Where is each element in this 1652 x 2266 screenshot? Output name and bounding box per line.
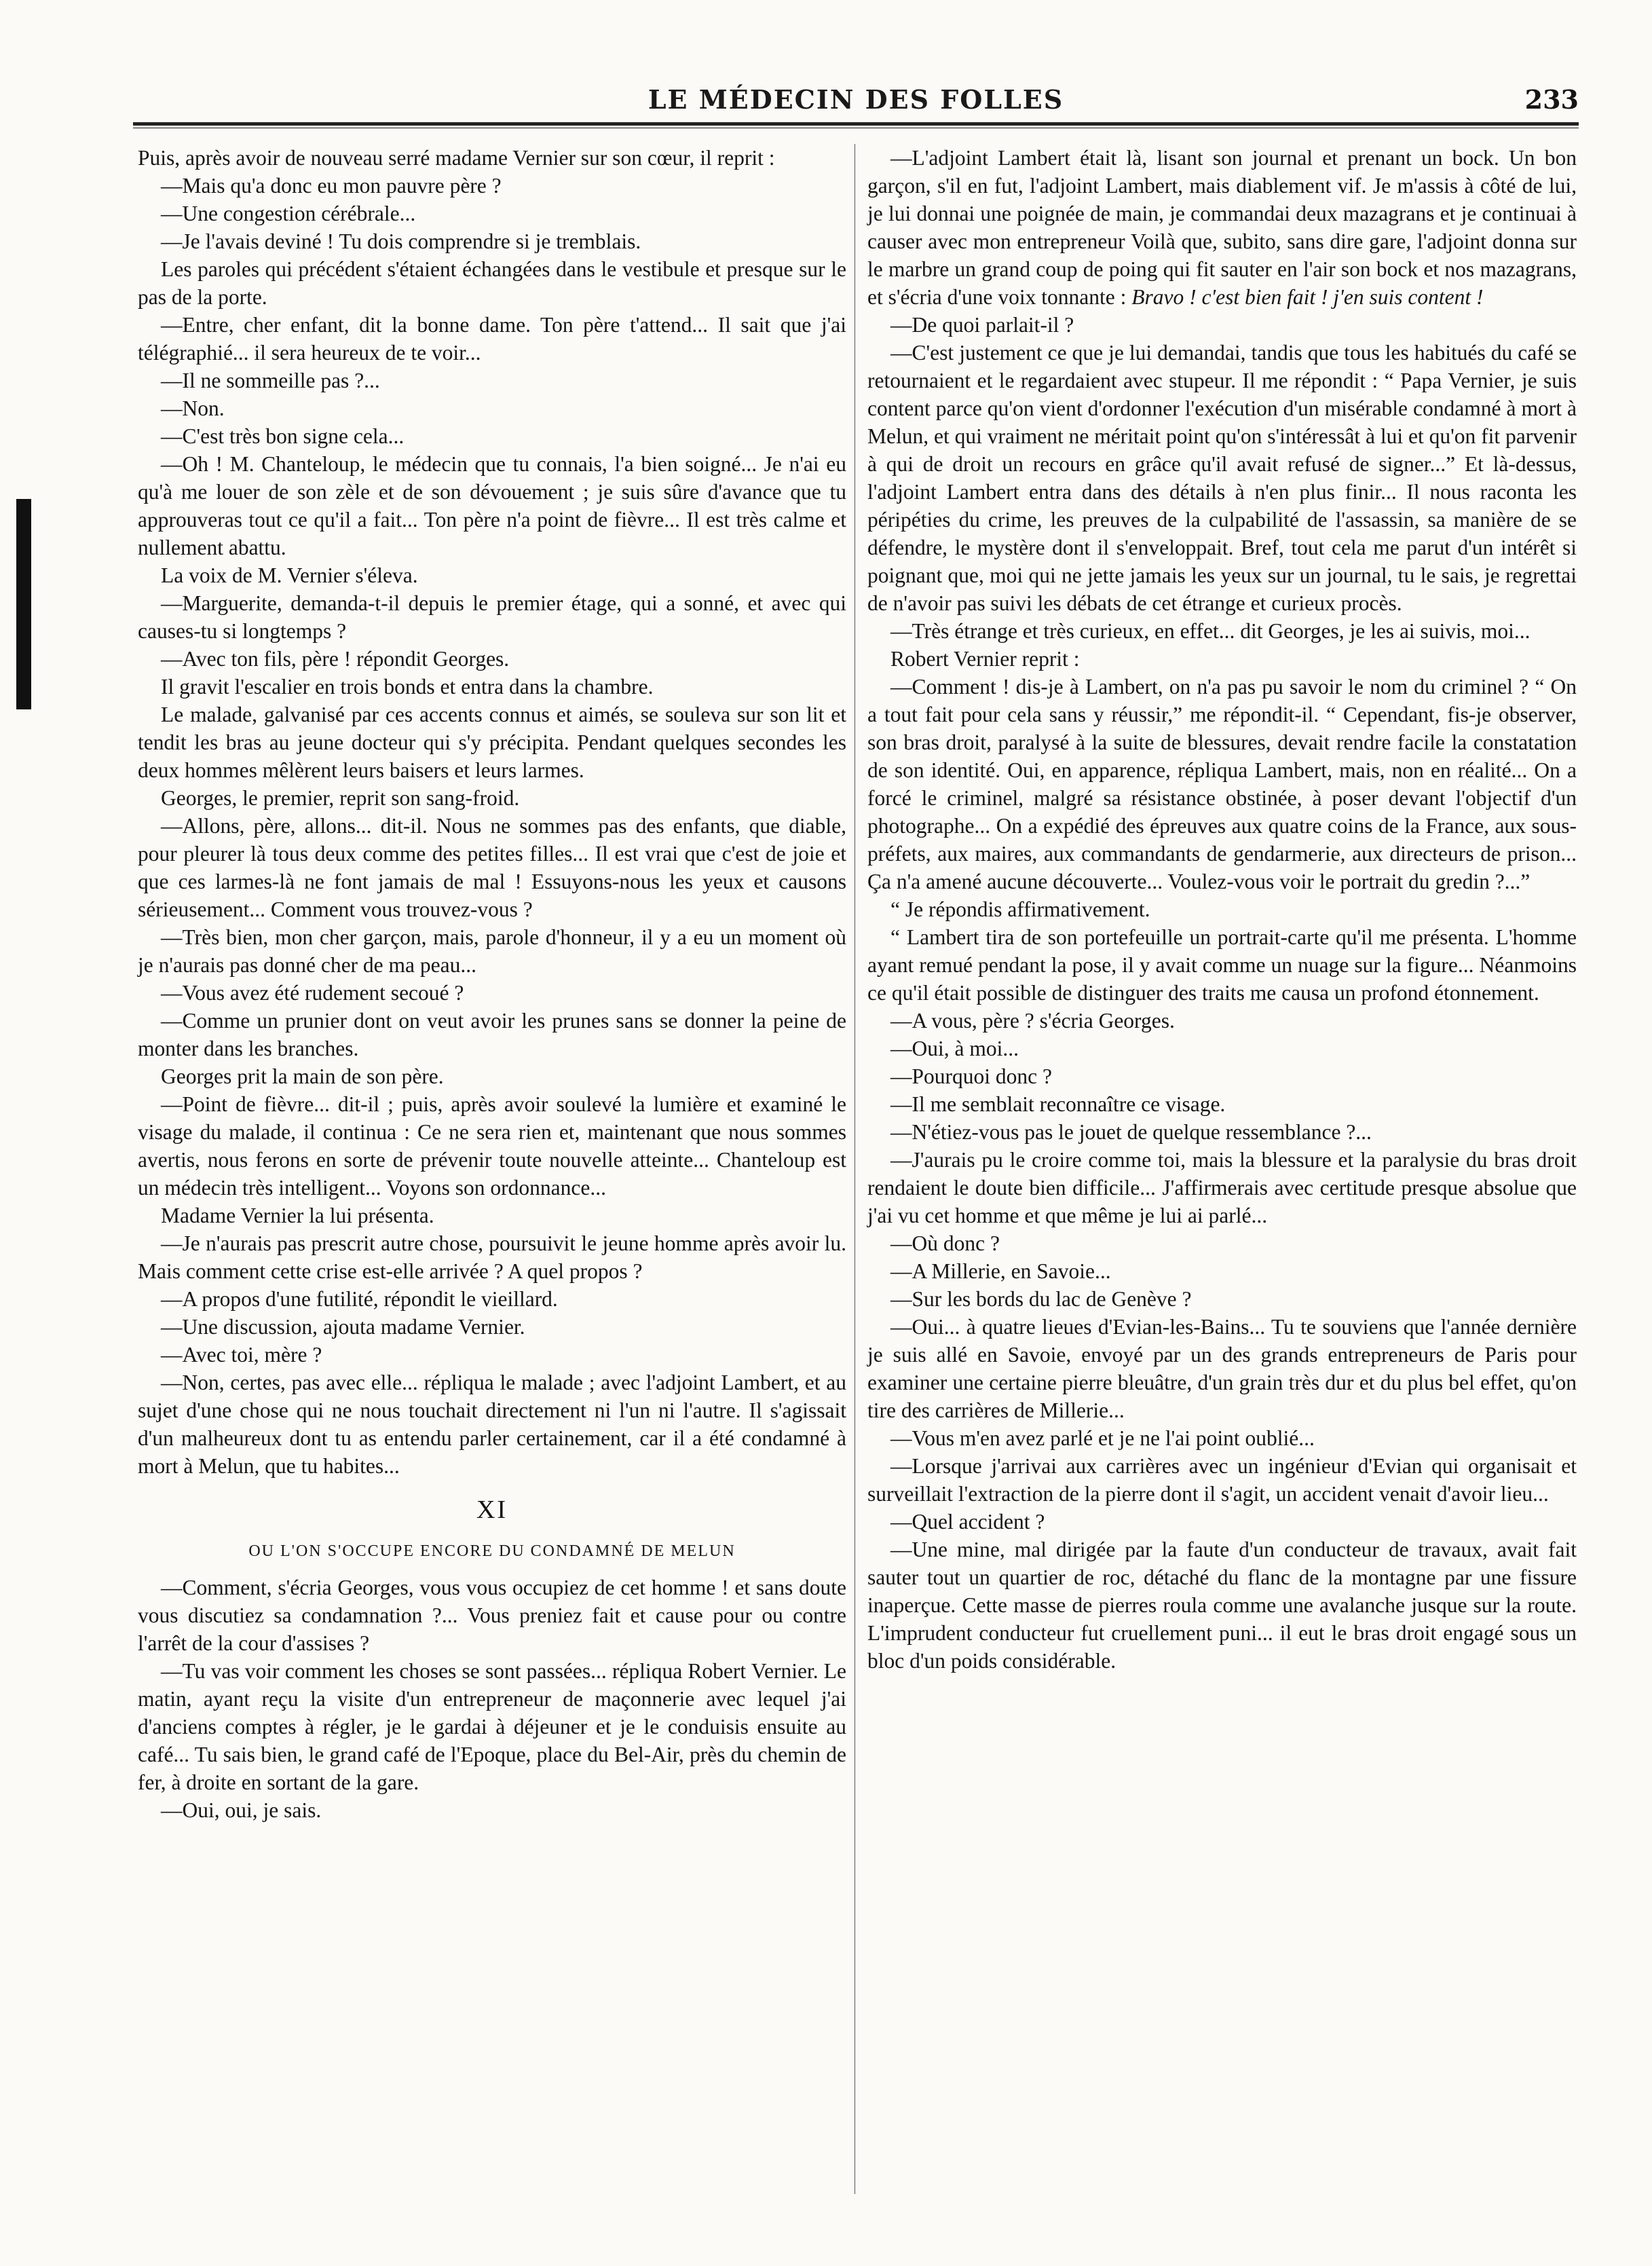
paragraph: —Vous m'en avez parlé et je ne l'ai point oublié... [890,1426,1315,1450]
left-column [138,144,846,1824]
paragraph: —Mais qu'a donc eu mon pauvre père ? [161,174,502,198]
paragraph: Puis, après avoir de nouveau serré madame Vernier sur son cœur, il reprit : [138,146,775,170]
page-number: 233 [1524,84,1579,115]
paragraph: —C'est très bon signe cela... [161,424,405,448]
paragraph: —Marguerite, demanda-t-il depuis le premier étage, qui a sonné, et avec qui causes-tu si longtemps ? [138,591,846,643]
running-title: LE MÉDECIN DES FOLLES [647,84,1064,115]
paragraph: —De quoi parlait-il ? [890,313,1074,337]
paragraph: —Comme un prunier dont on veut avoir les prunes sans se donner la peine de monter dans les branches. [138,1009,846,1060]
paragraph: —Très étrange et très curieux, en effet... dit Georges, je les ai suivis, moi... [890,619,1531,643]
paragraph: —A Millerie, en Savoie... [890,1259,1111,1283]
paragraph: —Quel accident ? [890,1510,1045,1534]
paragraph: —Sur les bords du lac de Genève ? [890,1287,1192,1311]
paragraph [867,144,1577,311]
paragraph: —A propos d'une futilité, répondit le vieillard. [161,1287,558,1311]
paragraph: Georges prit la main de son père. [161,1064,444,1088]
paragraph: Georges, le premier, reprit son sang-froid. [161,786,520,810]
paragraph: —Non. [161,396,225,420]
header-rule [133,122,1579,128]
paragraph: —A vous, père ? s'écria Georges. [890,1009,1175,1033]
paragraph: —Où donc ? [890,1231,1000,1255]
page-header [133,81,1579,121]
paragraph-text: —L'adjoint Lambert était là, lisant son journal et prenant un bock. Un bon garçon, s'il en fut, l'adjoint Lambert, mais diablement vif. Je m'assis à côté de lui, je lui donnai une poignée de main, je commandai deux mazagrans et je continuai à causer avec mon entrepreneur Voilà que, subito, sans dire gare, l'adjoint donna sur le marbre un grand coup de poing qui fit sauter en l'air son bock et nos mazagrans, et s'écria d'une voix tonnante : [867,146,1577,309]
right-column [867,144,1577,1675]
paragraph: La voix de M. Vernier s'éleva. [161,563,418,587]
paragraph: —Une discussion, ajouta madame Vernier. [161,1315,525,1339]
paragraph: —Comment ! dis-je à Lambert, on n'a pas pu savoir le nom du criminel ? “ On a tout fait pour cela sans y réussir,” me répondit-il. “ Cependant, fis-je observer, son bras droit, paralysé à la suite de blessures, devait rendre facile la constatation de son identité. Oui, en apparence, répliqua Lambert, mais, non en réalité... On a forcé le criminel, malgré sa résistance obstinée, à poser devant l'objectif d'un photographe... On a expédié des épreuves aux quatre coins de la France, aux sous-préfets, aux maires, aux commandants de gendarmerie, aux directeurs de prison... Ça n'a amené aucune découverte... Voulez-vous voir le portrait du gredin ?...” [867,675,1577,893]
paragraph: —Je n'aurais pas prescrit autre chose, poursuivit le jeune homme après avoir lu. Mais comment cette crise est-elle arrivée ? A quel propos ? [138,1231,846,1283]
paragraph: Les paroles qui précédent s'étaient échangées dans le vestibule et presque sur le pas de la porte. [138,257,846,309]
paragraph: Robert Vernier reprit : [890,647,1080,671]
italic-exclamation: Bravo ! c'est bien fait ! j'en suis content ! [1131,285,1484,309]
paragraph: —Oui, à moi... [890,1037,1019,1060]
paragraph: —Tu vas voir comment les choses se sont passées... répliqua Robert Vernier. Le matin, ayant reçu la visite d'un entrepreneur de maçonnerie avec lequel j'ai d'anciens comptes à régler, je le gardai à déjeuner et je le conduisis ensuite au café... Tu sais bien, le grand café de l'Epoque, place du Bel-Air, près du chemin de fer, à droite en sortant de la gare. [138,1659,846,1794]
chapter-number: XI [476,1496,508,1524]
paragraph: Il gravit l'escalier en trois bonds et entra dans la chambre. [161,675,654,699]
paragraph: —C'est justement ce que je lui demandai, tandis que tous les habitués du café se retournaient et le regardaient avec stupeur. Il me répondit : “ Papa Vernier, je suis content parce qu'on vient d'ordonner l'exécution d'un misérable condamné à mort à Melun, et qui vraiment ne méritait point qu'on s'intéressât à lui et qu'on fit parvenir à qui de droit un recours en grâce qu'il avait refusé de signer...” Et là-dessus, l'adjoint Lambert entra dans des détails à n'en plus finir... Il nous raconta les péripéties du crime, les preuves de la culpabilité de l'assassin, sa manière de se défendre, le mystère dont il s'enveloppait. Bref, tout cela me parut d'un intérêt si poignant que, moi qui ne jette jamais les yeux sur un journal, tu le sais, je regrettai de n'avoir pas suivi les débats de cet étrange et curieux procès. [867,341,1577,615]
paragraph: —Comment, s'écria Georges, vous vous occupiez de cet homme ! et sans doute vous discutiez sa condamnation ?... Vous preniez fait et cause pour ou contre l'arrêt de la cour d'assises ? [138,1576,846,1655]
paragraph: —Oh ! M. Chanteloup, le médecin que tu connais, l'a bien soigné... Je n'ai eu qu'à me louer de son zèle et de son dévouement ; je suis sûre d'avance que tu approuveras tout ce qu'il a fait... Ton père n'a point de fièvre... Il est très calme et nullement abattu. [138,452,846,559]
paragraph: —Vous avez été rudement secoué ? [161,981,464,1005]
paragraph: —Point de fièvre... dit-il ; puis, après avoir soulevé la lumière et examiné le visage du malade, il continua : Ce ne sera rien et, maintenant que nous sommes avertis, nous ferons en sorte de prévenir toute nouvelle atteinte... Chanteloup est un médecin très intelligent... Voyons son ordonnance... [138,1092,846,1200]
paragraph: —Allons, père, allons... dit-il. Nous ne sommes pas des enfants, que diable, pour pleurer là tous deux comme des petites filles... Il est vrai que c'est de joie et que ces larmes-là ne font jamais de mal ! Essuyons-nous les yeux et causons sérieusement... Comment vous trouvez-vous ? [138,814,846,921]
paragraph: —Oui, oui, je sais. [161,1798,322,1822]
paragraph: —N'étiez-vous pas le jouet de quelque ressemblance ?... [890,1120,1372,1144]
paragraph: —Pourquoi donc ? [890,1064,1052,1088]
margin-mark [16,499,31,709]
paragraph: “ Lambert tira de son portefeuille un portrait-carte qu'il me présenta. L'homme ayant remué pendant la pose, il y avait comme un nuage sur la figure... Néanmoins ce qu'il était possible de distinguer des traits me causa un profond étonnement. [867,925,1577,1005]
paragraph: —Oui... à quatre lieues d'Evian-les-Bains... Tu te souviens que l'année dernière je suis allé en Savoie, envoyé par un des grands entrepreneurs de Paris pour examiner une certaine pierre bleuâtre, d'un grain très dur et du plus bel effet, qu'on tire des carrières de Millerie... [867,1315,1577,1422]
paragraph: —Une congestion cérébrale... [161,202,416,225]
paragraph: —Je l'avais deviné ! Tu dois comprendre si je tremblais. [161,229,641,253]
paragraph: —Entre, cher enfant, dit la bonne dame. Ton père t'attend... Il sait que j'ai télégraphié... il sera heureux de te voir... [138,313,846,365]
paragraph: —Avec toi, mère ? [161,1343,322,1367]
paragraph: Madame Vernier la lui présenta. [161,1204,434,1227]
paragraph: Le malade, galvanisé par ces accents connus et aimés, se souleva sur son lit et tendit les bras au jeune docteur qui s'y précipita. Pendant quelques secondes les deux hommes mêlèrent leurs baisers et leurs larmes. [138,703,846,782]
chapter-title: OU L'ON S'OCCUPE ENCORE DU CONDAMNÉ DE MELUN [248,1542,736,1560]
paragraph: —Très bien, mon cher garçon, mais, parole d'honneur, il y a eu un moment où je n'aurais pas donné cher de ma peau... [138,925,846,977]
paragraph: —J'aurais pu le croire comme toi, mais la blessure et la paralysie du bras droit rendaient le doute bien difficile... J'affirmerais avec certitude presque absolue que j'ai vu cet homme et que même je lui ai parlé... [867,1148,1577,1227]
paragraph: “ Je répondis affirmativement. [890,897,1150,921]
paragraph: —Avec ton fils, père ! répondit Georges. [161,647,510,671]
paragraph: —Il ne sommeille pas ?... [161,369,380,392]
paragraph: —Lorsque j'arrivai aux carrières avec un ingénieur d'Evian qui organisait et surveillait l'extraction de la pierre dont il s'agit, un accident venait d'avoir lieu... [867,1454,1577,1506]
paragraph: —Il me semblait reconnaître ce visage. [890,1092,1226,1116]
paragraph: —Non, certes, pas avec elle... répliqua le malade ; avec l'adjoint Lambert, et au sujet d'une chose qui ne nous touchait directement ni l'un ni l'autre. Il s'agissait d'un malheureux dont tu as entendu parler certainement, car il a été condamné à mort à Melun, que tu habites... [138,1371,846,1478]
paragraph: —Une mine, mal dirigée par la faute d'un conducteur de travaux, avait fait sauter tout un quartier de roc, détaché du flanc de la montagne par une fissure inaperçue. Cette masse de pierres roula comme une avalanche jusque sur la route. L'imprudent conducteur fut cruellement puni... il eut le bras droit engagé sous un bloc d'un poids considérable. [867,1538,1577,1673]
